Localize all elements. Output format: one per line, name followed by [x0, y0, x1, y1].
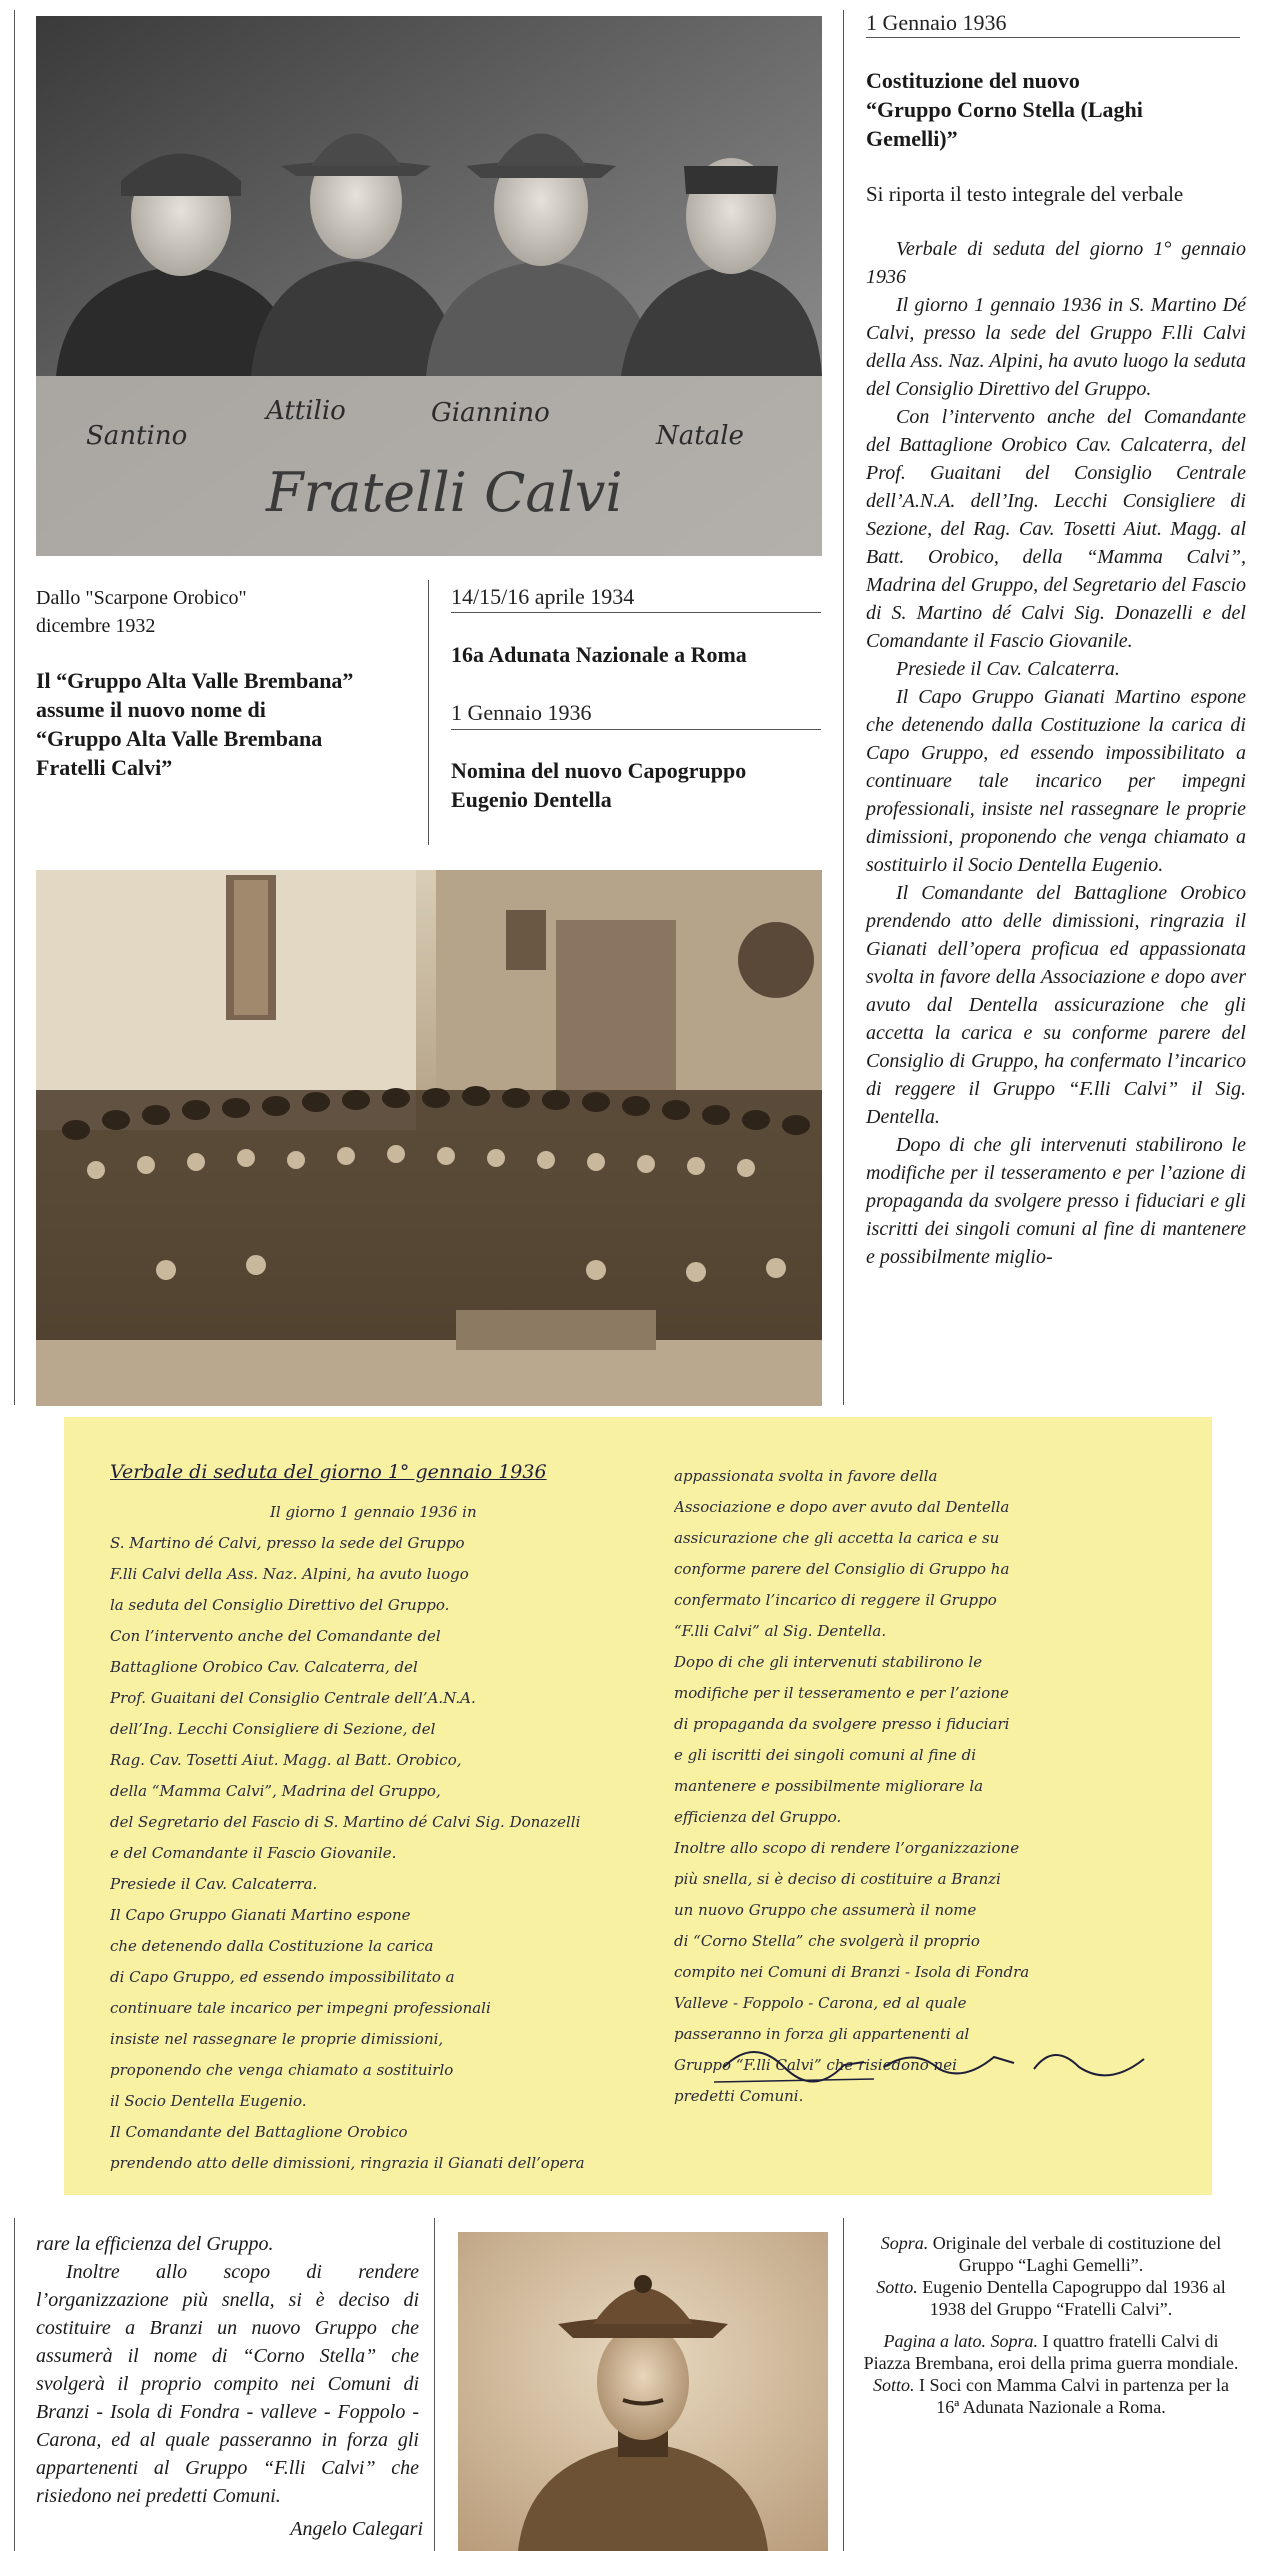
hw-left-line: proponendo che venga chiamato a sostituirlo — [110, 2061, 454, 2079]
right-para-2: Il giorno 1 gennaio 1936 in S. Martino Dé Calvi, presso la sede del Gruppo F.lli Calvi della Ass. Naz. Alpini, ha avuto luogo la seduta del Consiglio Direttivo del Gruppo. — [866, 294, 1246, 400]
right-para-1: Verbale di seduta del giorno 1° gennaio 1936 — [866, 238, 1246, 288]
right-date-rule — [866, 37, 1240, 38]
photo-inscription: Fratelli Calvi — [266, 461, 623, 524]
hw-left-line: la seduta del Consiglio Direttivo del Gruppo. — [110, 1596, 450, 1614]
brother-name-1: Santino — [86, 421, 188, 451]
caption-4-lead: Sotto. — [873, 2375, 915, 2395]
hw-right-line: Dopo di che gli intervenuti stabilirono le — [674, 1653, 983, 1671]
hw-left-line: S. Martino dé Calvi, presso la sede del Gruppo — [110, 1534, 465, 1552]
hw-left-line: che detenendo dalla Costituzione la carica — [110, 1937, 434, 1955]
hw-left-line: insiste nel rassegnare le proprie dimissioni, — [110, 2030, 444, 2048]
caption-3-text: I quattro fratelli Calvi di Piazza Brembana, eroi della prima guerra mondiale. — [863, 2331, 1239, 2373]
bottom-divider-mid — [434, 2218, 435, 2551]
middle-title-2: Nomina del nuovo Capogruppo Eugenio Dentella — [451, 758, 747, 812]
hw-left-line: del Segretario del Fascio di S. Martino dé Calvi Sig. Donazelli — [110, 1813, 581, 1831]
middle-rule-1 — [451, 612, 821, 613]
bottom-left-text — [36, 2230, 419, 2510]
caption-2-lead: Sotto. — [876, 2277, 918, 2297]
hw-right-line: un nuovo Gruppo che assumerà il nome — [674, 1901, 977, 1919]
hw-left-line: continuare tale incarico per impegni professionali — [110, 1999, 491, 2017]
hw-left-line: F.lli Calvi della Ass. Naz. Alpini, ha avuto luogo — [110, 1565, 469, 1583]
caption-2-text: Eugenio Dentella Capogruppo dal 1936 al 1938 del Gruppo “Fratelli Calvi”. — [917, 2277, 1226, 2319]
bottom-divider-left — [14, 2218, 15, 2551]
right-para-6: Il Comandante del Battaglione Orobico prendendo atto delle dimissioni, ringrazia il Gianati dell’opera proficua ed appassionata svolta in favore della Associazione e dopo aver avuto dal Dentella assicurazione che gli accetta la carica e su conforme parere del Consiglio di Gruppo, ha confermato l’incarico di reggere il Gruppo “F.lli Calvi” il Sig. Dentella. — [866, 882, 1246, 1128]
hw-left-line: Prof. Guaitani del Consiglio Centrale dell’A.N.A. — [110, 1689, 476, 1707]
column-divider-right — [843, 10, 844, 1405]
handwritten-verbale — [64, 1417, 1212, 2195]
hw-right-line: Associazione e dopo aver avuto dal Dentella — [674, 1498, 1010, 1516]
photo-eugenio-dentella — [458, 2232, 828, 2551]
caption-original-verbale — [862, 2232, 1240, 2320]
photo-eugenio-dentella-image — [458, 2232, 828, 2551]
left-source: Dallo "Scarpone Orobico" dicembre 1932 — [36, 587, 247, 637]
right-para-4: Presiede il Cav. Calcaterra. — [896, 658, 1120, 680]
hw-right-line: e gli iscritti dei singoli comuni al fine di — [674, 1746, 977, 1764]
hw-left-line: Rag. Cav. Tosetti Aiut. Magg. al Batt. Orobico, — [110, 1751, 462, 1769]
hw-right-line: Valleve - Foppolo - Carona, ed al quale — [674, 1994, 967, 2012]
caption-1-lead: Sopra. — [880, 2233, 929, 2253]
hw-left-line: prendendo atto delle dimissioni, ringrazia il Gianati dell’opera — [110, 2154, 585, 2172]
handwritten-right-column — [674, 1461, 1184, 2112]
handwritten-right-lines — [674, 1461, 1184, 2112]
right-body — [866, 235, 1246, 1271]
hw-left-line: Presiede il Cav. Calcaterra. — [110, 1875, 318, 1893]
hw-right-line: di propaganda da svolgere presso i fiduciari — [674, 1715, 1010, 1733]
caption-4-text: I Soci con Mamma Calvi in partenza per la 16ª Adunata Nazionale a Roma. — [914, 2375, 1229, 2417]
hw-right-line: mantenere e possibilmente migliorare la — [674, 1777, 984, 1795]
hw-right-line: Inoltre allo scopo di rendere l’organizzazione — [674, 1839, 1020, 1857]
right-intro: Si riporta il testo integrale del verbale — [866, 182, 1184, 206]
hw-left-line: e del Comandante il Fascio Giovanile. — [110, 1844, 397, 1862]
hw-right-line: di “Corno Stella” che svolgerà il proprio — [674, 1932, 980, 1950]
hw-left-line: Il Capo Gruppo Gianati Martino espone — [110, 1906, 411, 1924]
middle-title-1: 16a Adunata Nazionale a Roma — [451, 642, 747, 667]
handwritten-signatures — [714, 2027, 1174, 2097]
photo-group-rome-image — [36, 870, 822, 1406]
hw-right-line: confermato l’incarico di reggere il Gruppo — [674, 1591, 997, 1609]
right-para-7: Dopo di che gli intervenuti stabilirono le modifiche per il tesseramento e per l’azione di propaganda da svolgere presso i fiduciari e gli iscritti dei singoli comuni al fine di mantenere e possibilmente miglio- — [866, 1134, 1246, 1268]
right-title: Costituzione del nuovo “Gruppo Corno Stella (Laghi Gemelli)” — [866, 68, 1143, 151]
hw-right-line: efficienza del Gruppo. — [674, 1808, 842, 1826]
hw-left-line: Con l’intervento anche del Comandante del — [110, 1627, 441, 1645]
brother-name-4: Natale — [656, 421, 744, 451]
handwritten-left-column — [110, 1497, 630, 2179]
caption-1-text: Originale del verbale di costituzione del Gruppo “Laghi Gemelli”. — [928, 2233, 1222, 2275]
middle-date-1: 14/15/16 aprile 1934 — [451, 584, 635, 609]
hw-left-line: dell’Ing. Lecchi Consigliere di Sezione, del — [110, 1720, 436, 1738]
bottom-divider-right — [843, 2218, 844, 2551]
brother-name-3: Giannino — [431, 398, 550, 428]
hw-left-line: di Capo Gruppo, ed essendo impossibilitato a — [110, 1968, 455, 1986]
photo-group-rome — [36, 870, 822, 1406]
hw-right-line: assicurazione che gli accetta la carica e su — [674, 1529, 1000, 1547]
hw-right-line: compito nei Comuni di Branzi - Isola di Fondra — [674, 1963, 1030, 1981]
middle-rule-2 — [451, 729, 821, 730]
photo-calvi-brothers — [36, 16, 822, 556]
hw-right-line: Gruppo “F.lli Calvi” che risiedono nei — [674, 2056, 957, 2074]
hw-left-line: il Socio Dentella Eugenio. — [110, 2092, 307, 2110]
hw-right-line: conforme parere del Consiglio di Gruppo ha — [674, 1560, 1010, 1578]
hw-right-line: modifiche per il tesseramento e per l’azione — [674, 1684, 1009, 1702]
caption-side-page — [862, 2330, 1240, 2418]
caption-3-lead: Pagina a lato. Sopra. — [883, 2331, 1039, 2351]
left-title: Il “Gruppo Alta Valle Brembana” assume il nuovo nome di “Gruppo Alta Valle Brembana Fratelli Calvi” — [36, 668, 354, 780]
hw-right-line: appassionata svolta in favore della — [674, 1467, 938, 1485]
handwritten-left-lines — [110, 1497, 630, 2179]
right-date: 1 Gennaio 1936 — [866, 10, 1007, 35]
hw-right-line: passeranno in forza gli appartenenti al — [674, 2025, 970, 2043]
hw-left-line: Il Comandante del Battaglione Orobico — [110, 2123, 408, 2141]
right-para-5: Il Capo Gruppo Gianati Martino espone che detenendo dalla Costituzione la carica di Capo Gruppo, ed essendo impossibilitato a continuare tale incarico per impegni professionali, insiste nel rassegnare le proprie dimissioni, proponendo che venga chiamato a sostituirlo il Socio Dentella Eugenio. — [866, 686, 1246, 876]
middle-divider — [428, 580, 429, 845]
hw-left-line: Battaglione Orobico Cav. Calcaterra, del — [110, 1658, 418, 1676]
hw-right-line: più snella, si è deciso di costituire a Branzi — [674, 1870, 1001, 1888]
middle-date-2: 1 Gennaio 1936 — [451, 700, 592, 725]
hw-left-line: della “Mamma Calvi”, Madrina del Gruppo, — [110, 1782, 441, 1800]
bottom-left-para-2: Inoltre allo scopo di rendere l’organizzazione più snella, si è deciso di costituire a Branzi un nuovo Gruppo che assumerà il nome di “Corno Stella” che svolgerà il proprio compito nei Comuni di Branzi - Isola di Fondra - valleve - Foppolo - Carona, ed al quale passeranno in forza gli appartenenti al Gruppo “F.lli Calvi” che risiedono nei predetti Comuni. — [36, 2261, 419, 2507]
right-para-3: Con l’intervento anche del Comandante del Battaglione Orobico Cav. Calcaterra, del Prof. Guaitani del Consiglio Centrale dell’A.N.A. dell’Ing. Lecchi Consigliere di Sezione, del Rag. Cav. Tosetti Aiut. Magg. al Batt. Orobico, della “Mamma Calvi”, Madrina del Gruppo, del Segretario del Fascio di S. Martino dé Calvi Sig. Donazelli e del Comandante il Fascio Giovanile. — [866, 406, 1246, 652]
hw-right-line: predetti Comuni. — [674, 2087, 804, 2105]
brother-name-2: Attilio — [266, 396, 346, 426]
captions-block — [862, 2232, 1240, 2428]
bottom-left-para-1: rare la efficienza del Gruppo. — [36, 2233, 274, 2255]
column-divider-left-edge — [14, 10, 15, 1405]
handwritten-heading: Verbale di seduta del giorno 1° gennaio 1936 — [110, 1461, 547, 1483]
bottom-left-signature: Angelo Calegari — [290, 2518, 423, 2540]
hw-right-line: “F.lli Calvi” al Sig. Dentella. — [674, 1622, 887, 1640]
hw-left-line: Il giorno 1 gennaio 1936 in — [270, 1503, 477, 1521]
